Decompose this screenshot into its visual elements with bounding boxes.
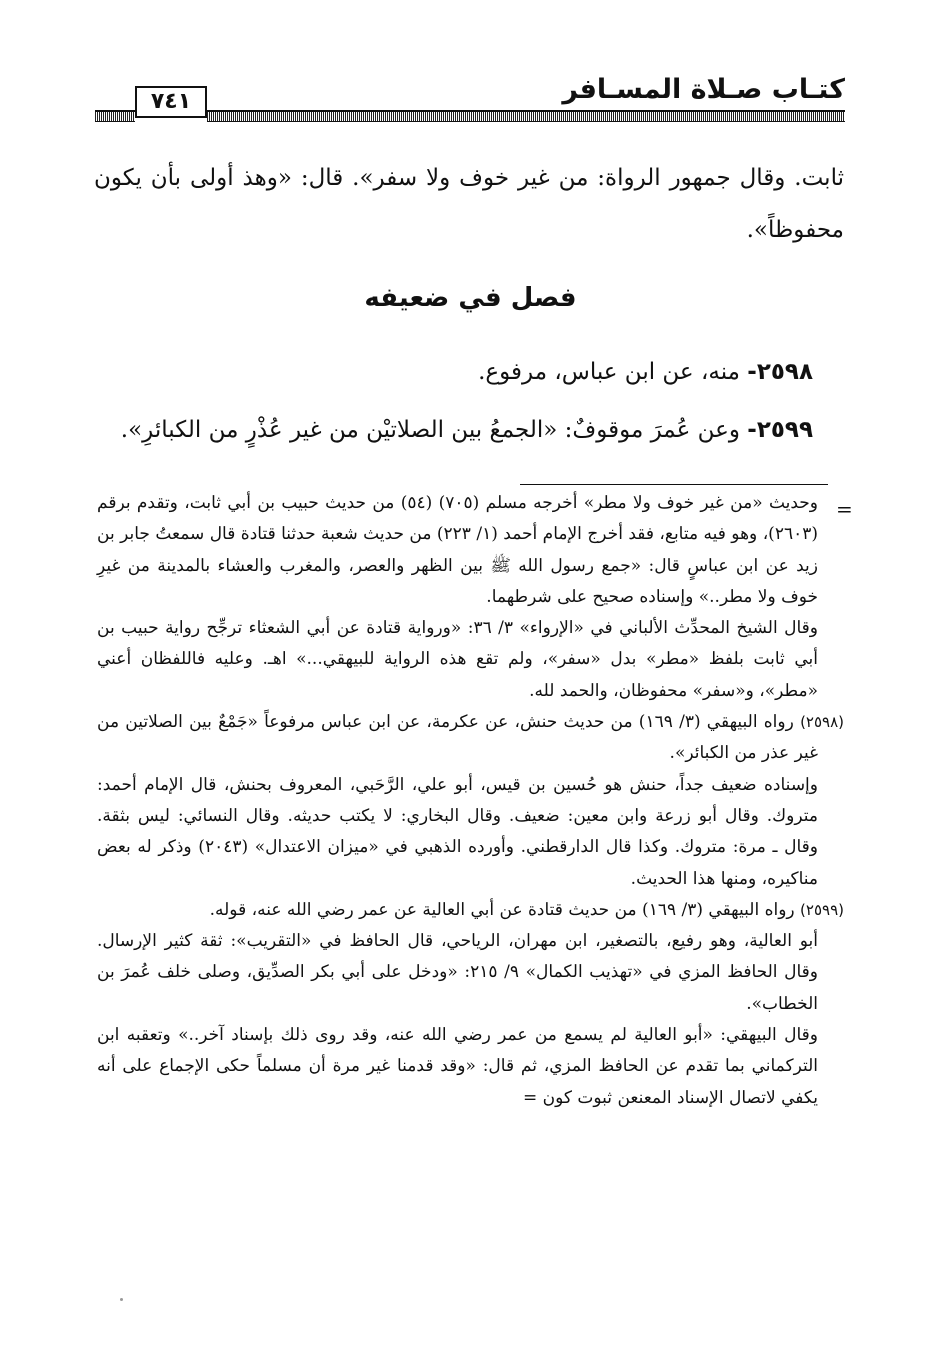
intro-paragraph: ثابت. وقال جمهور الرواة: من غير خوف ولا سفر». قال: «وهذ أولى بأن يكون محفوظاً». xyxy=(94,165,844,243)
footnote-separator xyxy=(520,484,828,485)
footnote-paragraph: وحديث «من غير خوف ولا مطر» أخرجه مسلم (٧٠٥) (٥٤) من حديث حبيب بن أبي ثابت، وتقدم برقم (٢٦٠٣)، وهو فيه متابع، فقد أخرج الإمام أحمد (١/ ٢٢٣) من حديث شعبة حدثنا قتادة قال سمعتُ جابر بن زيد عن ابن عباسٍ قال: «جمع رسول الله ﷺ بين الظهر والعصر، والمغرب والعشاء بالمدينة من غيرِ خوف ولا مطر..» وإسناده صحيح على شرطهما. xyxy=(97,493,819,607)
entry-text: منه، عن ابن عباس، مرفوع. xyxy=(478,359,740,385)
footnote-2599 xyxy=(97,895,844,926)
footnote-2598 xyxy=(97,707,844,770)
footnote-number: (٢٥٩٨) xyxy=(800,713,845,732)
page-header xyxy=(95,70,845,122)
footnote-number: (٢٥٩٩) xyxy=(800,900,844,919)
section-heading: فصل في ضعيفه xyxy=(364,283,577,313)
page-number: ٧٤١ xyxy=(135,86,207,118)
footnotes xyxy=(97,488,844,1114)
entry-2599 xyxy=(113,410,813,450)
running-title: كتـاب صـلاة المسـافر xyxy=(562,74,845,105)
footnote-paragraph: وقال الشيخ المحدِّث الألباني في «الإرواء» ٣/ ٣٦: «ورواية قتادة عن أبي الشعثاء ترجِّح رواية حبيب بن أبي ثابت بلفظ «مطر» بدل «سفر»، ولم تقع هذه الرواية للبيهقي...» اهـ. وعليه فاللفظان أعني «مطر»، و«سفر» محفوظان، والحمد لله. xyxy=(97,618,818,701)
entry-number: ٢٥٩٩- xyxy=(747,417,813,443)
entry-number: ٢٥٩٨- xyxy=(747,359,813,385)
footnote-text: رواه البيهقي (٣/ ١٦٩) من حديث قتادة عن أبي العالية عن عمر رضي الله عنه، قوله. xyxy=(209,899,795,920)
header-rule xyxy=(95,110,845,122)
entry-2598 xyxy=(113,352,813,392)
footnote-paragraph: وإسناده ضعيف جداً، حنش هو حُسين بن قيس، أبو علي، الرَّحَبي، المعروف بحنش، قال الإمام أحمد: متروك. وقال أبو زرعة وابن معين: ضعيف. وقال البخاري: لا يكتب حديثه. وقال النسائي: ليس بثقة. وقال ـ مرة: متروك. وكذا قال الدارقطني. وأورده الذهبي في «ميزان الاعتدال» (٢٠٤٣) وذكر له بعض مناكيره، ومنها هذا الحديث. xyxy=(97,774,819,889)
scan-speck xyxy=(120,1298,123,1301)
footnote-paragraph: وقال البيهقي: «أبو العالية لم يسمع من عمر رضي الله عنه، وقد روى ذلك بإسناد آخر..» وتعقبه ابن التركماني بما تقدم عن الحافظ المزي، ثم قال: «وقد قدمنا غير مرة أن مسلماً حكى الإجماع على أنه يكفي لاتصال الإسناد المعنعن ثبوت كون = xyxy=(97,1025,818,1108)
continuation-mark: = xyxy=(836,497,853,521)
entry-text: وعن عُمرَ موقوفٌ: «الجمعُ بين الصلاتيْن من غير عُذْرٍ من الكبائرِ». xyxy=(120,417,740,443)
footnote-text: رواه البيهقي (٣/ ١٦٩) من حديث حنش، عن عكرمة، عن ابن عباس مرفوعاً «جَمْعٌ بين الصلاتين من غير عذر من الكبائر». xyxy=(97,712,818,764)
footnote-paragraph: أبو العالية، وهو رفيع، بالتصغير، ابن مهران، الرياحي، قال الحافظ في «التقريب»: ثقة كثير الإرسال. وقال الحافظ المزي في «تهذيب الكمال» ٩/ ٢١٥: «ودخل على أبي بكر الصدِّيق، وصلى خلف عُمرَ بن الخطاب». xyxy=(97,931,818,1014)
